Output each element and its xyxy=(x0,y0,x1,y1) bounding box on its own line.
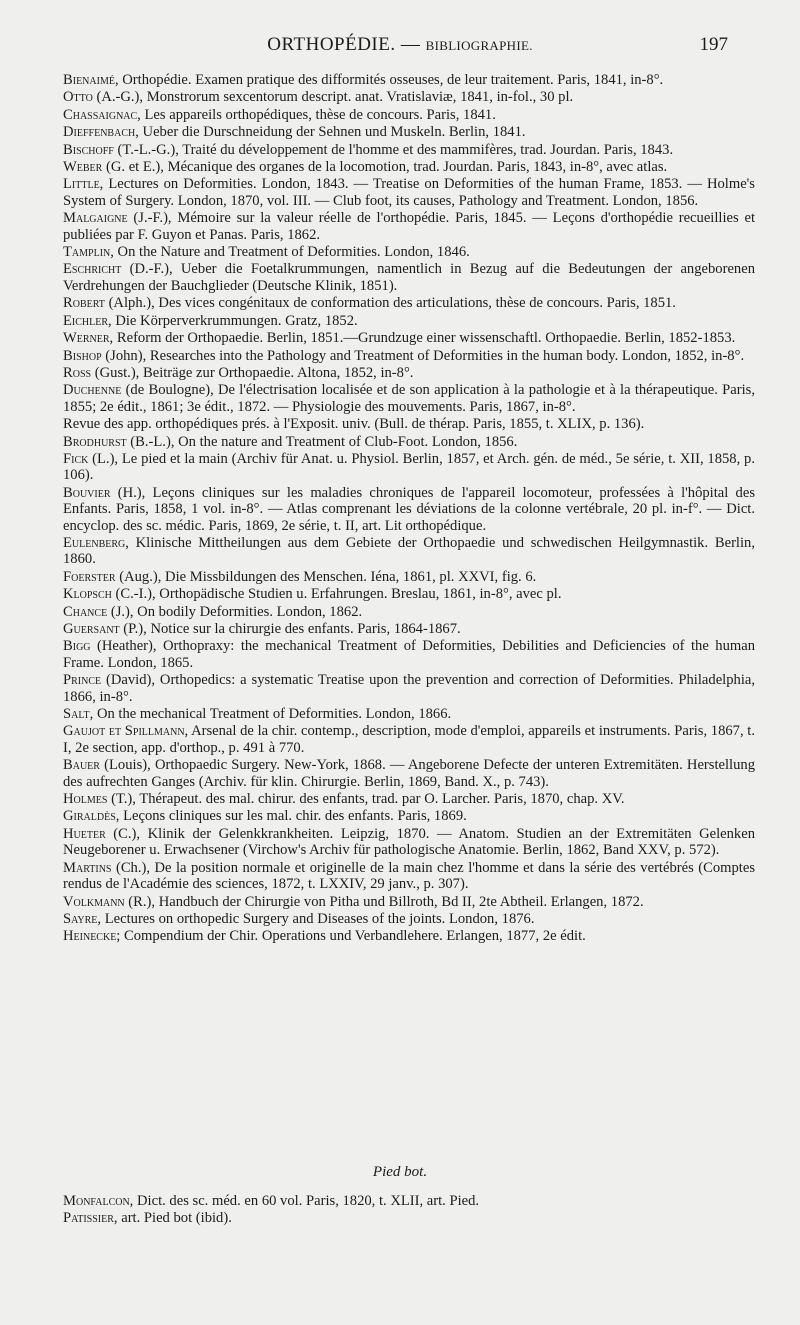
bibliography-entry xyxy=(61,348,755,364)
entry-text: (Alph.), Des vices congénitaux de conformation des articulations, thèse de concours. Paris, 1851. xyxy=(104,295,676,312)
entry-text: Revue des app. orthopédiques prés. à l'Exposit. univ. (Bull. de thérap. Paris, 1855, t. XLIX, p. 136). xyxy=(63,416,645,433)
bibliography-entry xyxy=(61,808,755,824)
bibliography-entry xyxy=(61,535,755,568)
entry-text: (B.-L.), On the nature and Treatment of Club-Foot. London, 1856. xyxy=(126,433,518,450)
bibliography-entry xyxy=(61,210,755,243)
entry-text: Les appareils orthopédiques, thèse de concours. Paris, 1841. xyxy=(140,106,496,123)
bibliography-entry xyxy=(61,159,755,175)
page-number: 197 xyxy=(699,34,728,55)
entry-author: Bienaimé, xyxy=(63,72,119,88)
bibliography-entry xyxy=(61,382,755,415)
bibliography-entry xyxy=(61,706,755,722)
entry-author: Bischoff xyxy=(63,141,114,158)
entry-text: Compendium der Chir. Operations und Verbandlehere. Erlangen, 1877, 2e édit. xyxy=(120,928,586,945)
entry-text: (Gust.), Beiträge zur Orthopaedie. Altona, 1852, in-8°. xyxy=(91,364,414,381)
entry-text: Leçons cliniques sur les mal. chir. des enfants. Paris, 1869. xyxy=(119,808,467,825)
entry-text: (T.-L.-G.), Traité du développement de l'homme et des mammifères, trad. Jourdan. Paris, 1843. xyxy=(113,141,674,158)
bibliography-entry xyxy=(61,416,755,432)
entry-author: Weber xyxy=(63,159,103,176)
entry-author: Gaujot et Spillmann, xyxy=(63,723,189,740)
bibliography-entry xyxy=(61,295,755,311)
entry-author: Giraldès, xyxy=(63,808,120,825)
entry-text: Ueber die Durschneidung der Sehnen und Muskeln. Berlin, 1841. xyxy=(138,124,526,141)
entry-text: Arsenal de la chir. contemp., description, mode d'emploi, appareils et instruments. Paris, 1867, t. I, 2e section, app. d'orthop., p. 491 à 770. xyxy=(63,723,755,756)
bibliography-entry xyxy=(61,365,755,381)
entry-author: Eichler, xyxy=(63,312,112,329)
entry-text: (John), Researches into the Pathology and Treatment of Deformities in the human body. London, 1852, in-8°. xyxy=(101,347,745,364)
bibliography-entry xyxy=(61,1210,755,1226)
entry-text: (L.), Le pied et la main (Archiv für Anat. u. Physiol. Berlin, 1857, et Arch. gén. de méd., 5e série, t. XII, 1858, p. 106). xyxy=(63,450,755,484)
bibliography-entry xyxy=(61,894,755,910)
entry-author: Otto xyxy=(63,89,93,106)
entry-author: Patissier, xyxy=(63,1210,118,1227)
entry-text: Die Körperverkrummungen. Gratz, 1852. xyxy=(111,312,358,329)
entry-author: Monfalcon, xyxy=(63,1193,134,1209)
bibliography-entry xyxy=(61,604,755,620)
entry-text: Dict. des sc. méd. en 60 vol. Paris, 1820, t. XLII, art. Pied. xyxy=(133,1193,480,1209)
bibliography-entry xyxy=(61,176,755,209)
bibliography-entry xyxy=(61,142,755,158)
entry-author: Hueter xyxy=(63,825,106,842)
running-title xyxy=(0,34,800,56)
bibliography-entry xyxy=(61,860,755,893)
bibliography-entry xyxy=(61,261,755,294)
bibliography-entry xyxy=(61,621,755,637)
entry-author: Dieffenbach, xyxy=(63,124,139,141)
entry-text: On the Nature and Treatment of Deformities. London, 1846. xyxy=(113,244,470,261)
bibliography-entry xyxy=(61,826,755,859)
entry-text: (Heather), Orthopraxy: the mechanical Treatment of Deformities, Debilities and Deficiencies of the human Frame. London, 1865. xyxy=(63,638,755,671)
entry-text: (A.-G.), Monstrorum sexcentorum descript. anat. Vratislaviæ, 1841, in-fol., 30 pl. xyxy=(92,89,574,106)
entry-author: Holmes xyxy=(63,791,108,808)
entry-author: Martins xyxy=(63,859,112,876)
entry-author: Malgaigne xyxy=(63,210,128,227)
bibliography-entry xyxy=(61,569,755,585)
entry-author: Guersant xyxy=(63,621,120,637)
entry-author: Ross xyxy=(63,364,92,381)
bibliography-entry xyxy=(61,672,755,705)
bibliography-entry xyxy=(61,791,755,807)
entry-text: Orthopédie. Examen pratique des difformités osseuses, de leur traitement. Paris, 1841, in-8°. xyxy=(118,72,664,88)
entry-author: Brodhurst xyxy=(63,433,127,450)
entry-author: Eschricht xyxy=(63,261,122,278)
entry-author: Foerster xyxy=(63,568,116,585)
bibliography-entry xyxy=(61,911,755,927)
entry-author: Fick xyxy=(63,450,89,467)
bibliography-entry xyxy=(61,330,755,346)
bibliography-entry xyxy=(61,586,755,602)
bibliography-entry xyxy=(61,89,755,105)
section-title: Pied bot. xyxy=(372,1164,428,1180)
bibliography-entry xyxy=(61,107,755,123)
entry-text: (P.), Notice sur la chirurgie des enfants. Paris, 1864-1867. xyxy=(119,621,461,637)
header-subtitle: BIBLIOGRAPHIE. xyxy=(425,38,533,53)
entry-text: (Aug.), Die Missbildungen des Menschen. Iéna, 1861, pl. XXVI, fig. 6. xyxy=(115,568,537,585)
bibliography-entry xyxy=(61,757,755,790)
entry-author: Little, xyxy=(63,176,104,193)
bibliography-entry xyxy=(61,313,755,329)
entry-author: Robert xyxy=(63,295,105,312)
entry-text: Lectures on orthopedic Surgery and Diseases of the joints. London, 1876. xyxy=(101,910,535,927)
entry-author: Werner, xyxy=(63,330,114,347)
entry-author: Duchenne xyxy=(63,382,122,399)
entry-author: Bouvier xyxy=(63,484,111,501)
entry-text: (David), Orthopedics: a systematic Treatise upon the prevention and correction of Deformities. Philadelphia, 1866, in-8°. xyxy=(63,672,755,705)
entry-text: Lectures on Deformities. London, 1843. — Treatise on Deformities of the human Frame, 1853. — Holme's System of Surgery. London, 1870, vol. III. — Club foot, its causes, Pathology and Treatment. London, 1856. xyxy=(63,176,755,209)
entry-text: On the mechanical Treatment of Deformities. London, 1866. xyxy=(93,706,452,723)
entry-text: art. Pied bot (ibid). xyxy=(117,1210,232,1227)
entry-text: (T.), Thérapeut. des mal. chirur. des enfants, trad. par O. Larcher. Paris, 1870, chap. XV. xyxy=(107,791,625,808)
entry-author: Klopsch xyxy=(63,586,112,603)
entry-author: Prince xyxy=(63,672,102,689)
entry-author: Bishop xyxy=(63,347,102,364)
header-separator: — xyxy=(395,34,426,55)
entry-author: Sayre, xyxy=(63,910,102,927)
entry-text: (C.-I.), Orthopädische Studien u. Erfahrungen. Breslau, 1861, in-8°, avec pl. xyxy=(111,586,562,603)
entry-text: (Ch.), De la position normale et originelle de la main chez l'homme et dans la série des vertébrés (Comptes rendus de l'Académie des sciences, 1872, t. LXXIV, 29 janv., p. 307). xyxy=(63,859,755,893)
entry-text: (H.), Leçons cliniques sur les maladies chroniques de l'appareil locomoteur, professées à l'hôpital des Enfants. Paris, 1858, 1 vol. in-8°. — Atlas comprenant les déviations de la colonne vertébrale, 20 pl. in-f°. — Dict. encyclop. des sc. médic. Paris, 1869, 2e série, t. II, art. Lit orthopédique. xyxy=(63,484,755,534)
pied-bot-bibliography-list xyxy=(61,1193,755,1228)
bibliography-entry xyxy=(61,638,755,671)
entry-author: Heinecke; xyxy=(63,928,121,945)
entry-text: (G. et E.), Mécanique des organes de la locomotion, trad. Jourdan. Paris, 1843, in-8°, avec atlas. xyxy=(102,159,668,176)
entry-author: Tamplin, xyxy=(63,244,114,261)
bibliography-entry xyxy=(61,1193,755,1209)
bibliography-entry xyxy=(61,244,755,260)
bibliography-entry xyxy=(61,928,755,944)
bibliography-entry xyxy=(61,723,755,756)
header-title: ORTHOPÉDIE. xyxy=(267,34,396,55)
entry-author: Volkmann xyxy=(63,893,125,910)
entry-text: Reform der Orthopaedie. Berlin, 1851.—Grundzuge einer wissenschaftl. Orthopaedie. Berlin, 1852-1853. xyxy=(113,330,736,347)
entry-text: (Louis), Orthopaedic Surgery. New-York, 1868. — Angeborene Defecte der unteren Extremitäten. Herstellung des aufrechten Ganges (Archiv. für klin. Chirurgie. Berlin, 1869, Band. X., p. 743). xyxy=(63,757,755,790)
entry-author: Salt, xyxy=(63,706,94,723)
entry-text: (J.-F.), Mémoire sur la valeur réelle de l'orthopédie. Paris, 1845. — Leçons d'orthopédie recueillies et publiées par F. Guyon et Panas. Paris, 1862. xyxy=(63,210,755,243)
entry-text: (J.), On bodily Deformities. London, 1862. xyxy=(107,603,363,620)
entry-text: (de Boulogne), De l'électrisation localisée et de son application à la pathologie et à la thérapeutique. Paris, 1855; 2e édit., 1861; 3e édit., 1872. — Physiologie des mouvements. Paris, 1867, in-8°. xyxy=(63,382,755,415)
entry-text: Klinische Mittheilungen aus dem Gebiete der Orthopaedie und schwedischen Heilgymnastik. Berlin, 1860. xyxy=(63,534,755,568)
entry-author: Chassaignac, xyxy=(63,106,141,123)
running-header xyxy=(0,34,800,62)
entry-author: Chance xyxy=(63,603,108,620)
entry-text: (R.), Handbuch der Chirurgie von Pitha und Billroth, Bd II, 2te Abtheil. Erlangen, 1872. xyxy=(124,893,644,910)
bibliography-list xyxy=(61,72,755,946)
entry-author: Bigg xyxy=(63,638,91,655)
entry-author: Bauer xyxy=(63,757,100,774)
entry-text: (D.-F.), Ueber die Foetalkrummungen, namentlich in Bezug auf die Bedeutungen der angeborenen Verdrehungen der Bauchglieder (Deutsche Klinik, 1851). xyxy=(63,261,755,294)
bibliography-entry xyxy=(61,124,755,140)
bibliography-entry xyxy=(61,72,755,88)
entry-author: Eulenberg, xyxy=(63,534,129,551)
bibliography-entry xyxy=(61,451,755,484)
bibliography-entry xyxy=(61,485,755,534)
entry-text: (C.), Klinik der Gelenkkrankheiten. Leipzig, 1870. — Anatom. Studien an der Extremitäten Gelenken Neugeborener u. Erwachsener (Virchow's Archiv für pathologische Anatomie. Berlin, 1862, Band XXV, p. 572). xyxy=(63,825,755,859)
bibliography-entry xyxy=(61,434,755,450)
